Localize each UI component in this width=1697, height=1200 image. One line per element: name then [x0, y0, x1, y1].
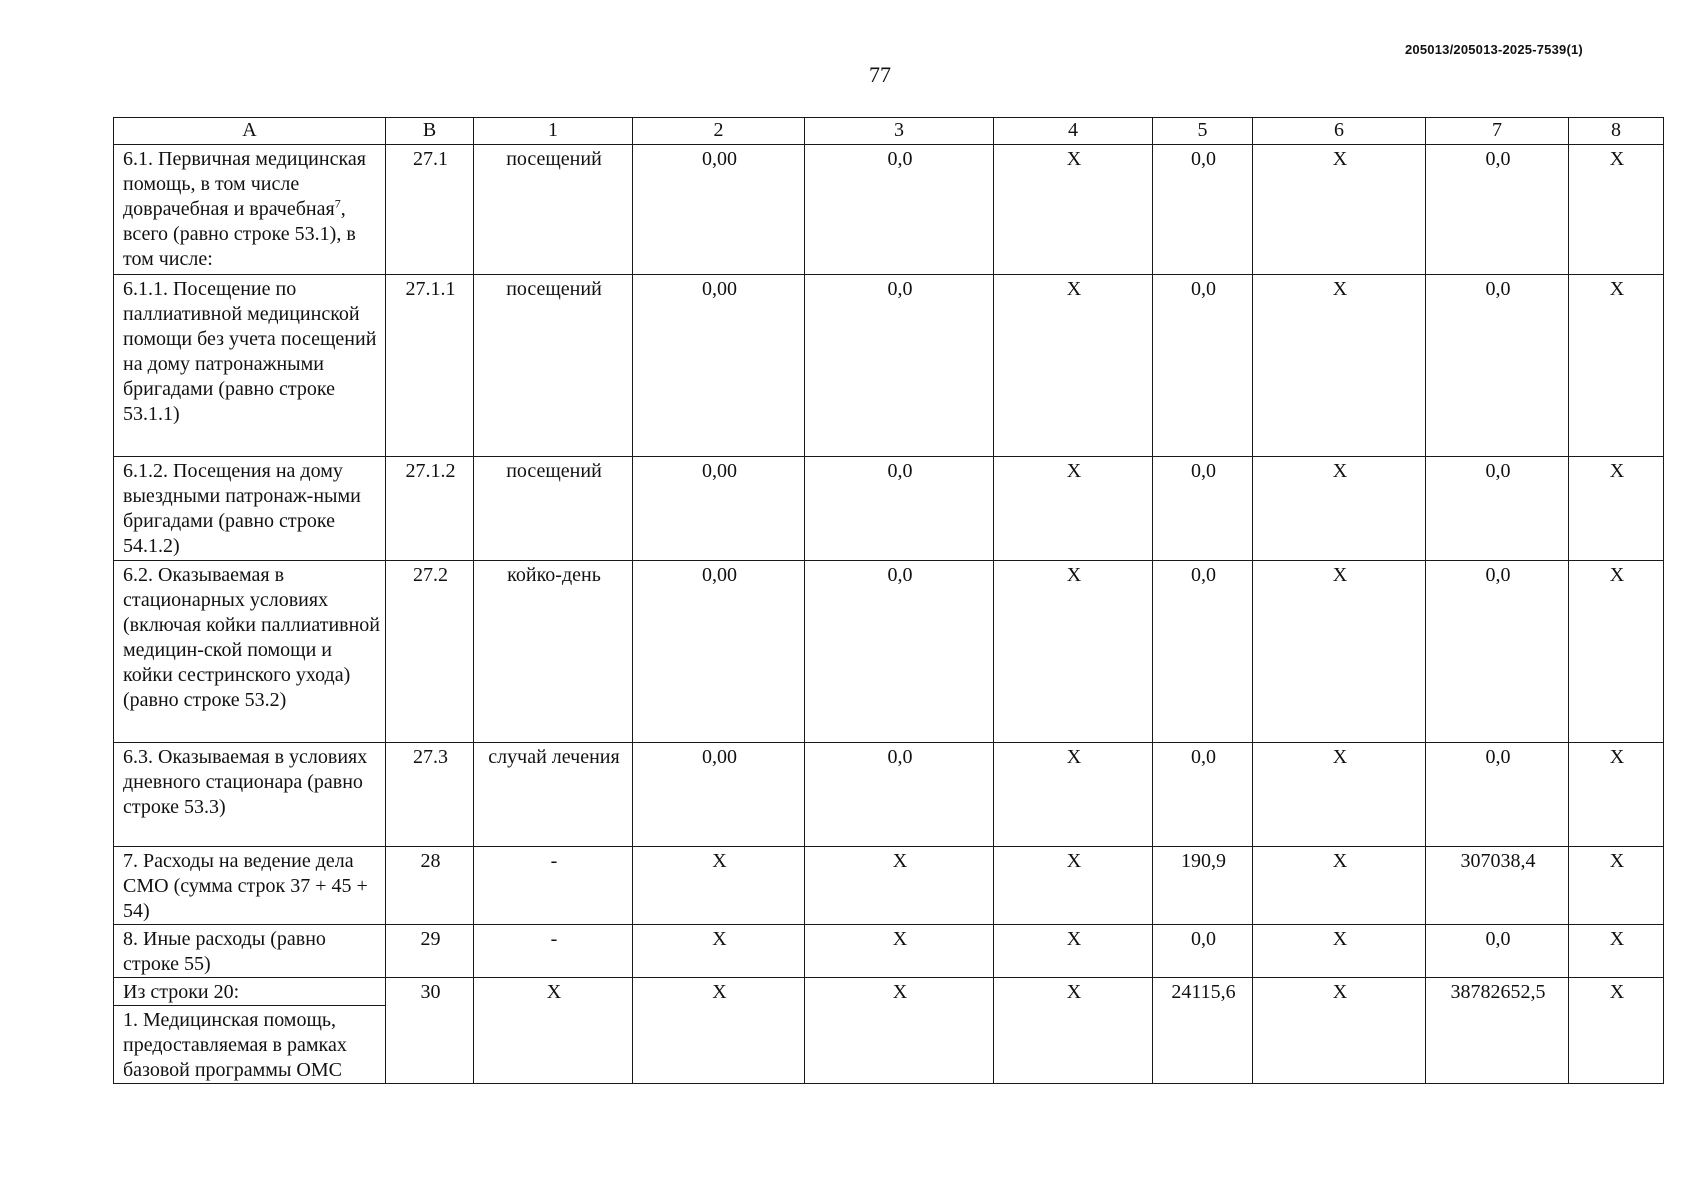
column-header: 6 [1253, 118, 1426, 145]
table-cell: 0,0 [1153, 145, 1253, 275]
table-cell: 0,0 [805, 275, 994, 457]
table-cell: X [1253, 743, 1426, 847]
table-cell: X [1253, 457, 1426, 561]
table-cell: 0,0 [1426, 561, 1569, 743]
table-cell: X [1569, 145, 1664, 275]
row-code: 27.1 [386, 145, 474, 275]
table-row [114, 743, 1664, 847]
footnote-mark: 7 [334, 196, 341, 211]
row-description-heading: Из строки 20: [114, 978, 385, 1006]
table-cell: X [994, 457, 1153, 561]
table-cell: случай лечения [474, 743, 633, 847]
table-cell: X [805, 978, 994, 1084]
column-header: 4 [994, 118, 1153, 145]
table-cell: X [1253, 847, 1426, 925]
table-cell: X [1569, 978, 1664, 1084]
table-cell: 0,0 [1153, 275, 1253, 457]
table-cell: 0,00 [633, 145, 805, 275]
column-header: 7 [1426, 118, 1569, 145]
column-header: 5 [1153, 118, 1253, 145]
table-cell: посещений [474, 457, 633, 561]
table-row [114, 145, 1664, 275]
row-code: 27.1.1 [386, 275, 474, 457]
table-cell: X [994, 145, 1153, 275]
table-cell: 0,0 [805, 561, 994, 743]
table-row [114, 978, 1664, 1084]
table-cell: 24115,6 [1153, 978, 1253, 1084]
table-cell: X [1253, 925, 1426, 978]
table-cell: X [1569, 743, 1664, 847]
row-description [114, 978, 386, 1084]
row-code: 30 [386, 978, 474, 1084]
table-cell: X [1253, 978, 1426, 1084]
table-row [114, 925, 1664, 978]
table-cell: X [1253, 145, 1426, 275]
row-description-text: , всего (равно строке 53.1), в том числе: [123, 198, 356, 270]
table-cell: 0,0 [1153, 925, 1253, 978]
column-header: 2 [633, 118, 805, 145]
table-cell: 0,00 [633, 743, 805, 847]
table-cell: 0,0 [1426, 457, 1569, 561]
row-description: 6.3. Оказываемая в условиях дневного стационара (равно строке 53.3) [114, 743, 386, 847]
row-code: 29 [386, 925, 474, 978]
table-cell: X [633, 847, 805, 925]
row-code: 27.3 [386, 743, 474, 847]
data-table [113, 117, 1664, 1084]
row-description-text: 6.1. Первичная медицинская помощь, в том числе доврачебная и врачебная [123, 148, 366, 220]
table-cell: X [1253, 275, 1426, 457]
table-cell: X [474, 978, 633, 1084]
table-cell: 0,0 [1426, 275, 1569, 457]
table-cell: X [994, 847, 1153, 925]
row-code: 27.1.2 [386, 457, 474, 561]
table-cell: X [1253, 561, 1426, 743]
table-cell: 190,9 [1153, 847, 1253, 925]
table-cell: 0,0 [1153, 561, 1253, 743]
table-cell: - [474, 925, 633, 978]
column-header: 3 [805, 118, 994, 145]
row-description: 6.1.1. Посещение по паллиативной медицинской помощи без учета посещений на дому патронажными бригадами (равно строке 53.1.1) [114, 275, 386, 457]
row-code: 28 [386, 847, 474, 925]
table-cell: 0,0 [1426, 925, 1569, 978]
column-header: 1 [474, 118, 633, 145]
row-description: 6.1.2. Посещения на дому выездными патронаж-ными бригадами (равно строке 54.1.2) [114, 457, 386, 561]
table-cell: X [805, 925, 994, 978]
table-row [114, 457, 1664, 561]
table-cell: посещений [474, 145, 633, 275]
table-cell: 0,0 [1153, 457, 1253, 561]
table-cell: 0,00 [633, 275, 805, 457]
table-cell: - [474, 847, 633, 925]
table-cell: койко-день [474, 561, 633, 743]
table-header-row [114, 118, 1664, 145]
table-cell: X [994, 978, 1153, 1084]
table-cell: X [994, 743, 1153, 847]
document-id: 205013/205013-2025-7539(1) [1405, 42, 1583, 57]
table-cell: 0,0 [805, 743, 994, 847]
table-cell: 0,0 [1426, 743, 1569, 847]
table-cell: X [994, 275, 1153, 457]
column-header: В [386, 118, 474, 145]
table-cell: 0,0 [805, 145, 994, 275]
table-cell: X [1569, 275, 1664, 457]
table-cell: X [1569, 925, 1664, 978]
row-description: 8. Иные расходы (равно строке 55) [114, 925, 386, 978]
table-cell: посещений [474, 275, 633, 457]
row-description: 6.2. Оказываемая в стационарных условиях (включая койки паллиативной медицин-ской помощи и койки сестринского ухода) (равно строке 53.2) [114, 561, 386, 743]
table-cell: X [1569, 847, 1664, 925]
column-header: А [114, 118, 386, 145]
table-cell: X [1569, 561, 1664, 743]
table-row [114, 561, 1664, 743]
table-cell: X [805, 847, 994, 925]
table-cell: 307038,4 [1426, 847, 1569, 925]
row-code: 27.2 [386, 561, 474, 743]
table-cell: X [633, 925, 805, 978]
table-row [114, 847, 1664, 925]
column-header: 8 [1569, 118, 1664, 145]
table-row [114, 275, 1664, 457]
row-description: 7. Расходы на ведение дела СМО (сумма строк 37 + 45 + 54) [114, 847, 386, 925]
table-cell: X [994, 925, 1153, 978]
table-cell: 0,0 [1426, 145, 1569, 275]
table-cell: X [1569, 457, 1664, 561]
table-cell: X [994, 561, 1153, 743]
table-cell: 0,0 [805, 457, 994, 561]
table-cell: 0,00 [633, 561, 805, 743]
row-description-text: 1. Медицинская помощь, предоставляемая в рамках базовой программы ОМС [123, 1009, 347, 1081]
table-cell: 0,00 [633, 457, 805, 561]
table-cell: X [633, 978, 805, 1084]
page-number: 77 [869, 62, 891, 87]
table-cell: 0,0 [1153, 743, 1253, 847]
row-description [114, 145, 386, 275]
table-cell: 38782652,5 [1426, 978, 1569, 1084]
